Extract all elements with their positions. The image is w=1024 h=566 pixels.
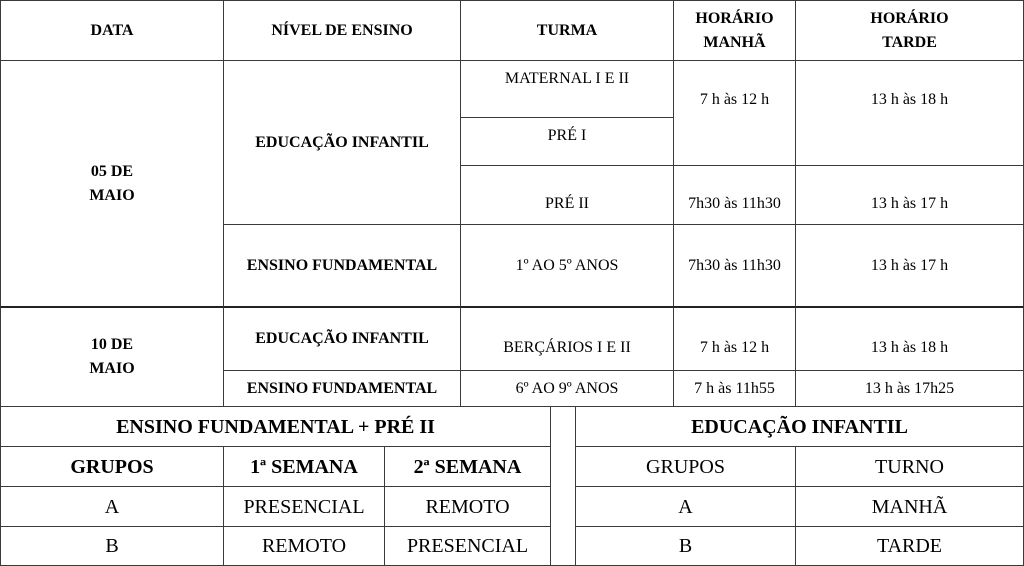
header-manha: HORÁRIO MANHÃ bbox=[673, 0, 796, 61]
header-turma: TURMA bbox=[460, 0, 674, 61]
manha-maternal-pre-i: 7 h às 12 h bbox=[673, 60, 796, 166]
infantil-row-a-turno: MANHÃ bbox=[795, 486, 1024, 527]
rotation-col-week2: 2ª SEMANA bbox=[384, 446, 551, 487]
rotation-row-b-group: B bbox=[0, 526, 224, 566]
turma-maternal: MATERNAL I E II bbox=[460, 60, 674, 118]
manha-bercarios: 7 h às 12 h bbox=[673, 306, 796, 371]
turma-6-ao-9: 6º AO 9º ANOS bbox=[460, 370, 674, 407]
level-educacao-infantil-2: EDUCAÇÃO INFANTIL bbox=[223, 306, 461, 371]
table-gap bbox=[550, 406, 576, 566]
rotation-row-a-week2: REMOTO bbox=[384, 486, 551, 527]
date-10-maio: 10 DE MAIO bbox=[0, 306, 224, 407]
manha-6-ao-9: 7 h às 11h55 bbox=[673, 370, 796, 407]
manha-1-ao-5: 7h30 às 11h30 bbox=[673, 224, 796, 307]
tarde-bercarios: 13 h às 18 h bbox=[795, 306, 1024, 371]
turma-1-ao-5: 1º AO 5º ANOS bbox=[460, 224, 674, 307]
infantil-shift-title: EDUCAÇÃO INFANTIL bbox=[575, 406, 1024, 447]
infantil-row-b-turno: TARDE bbox=[795, 526, 1024, 566]
header-nivel: NÍVEL DE ENSINO bbox=[223, 0, 461, 61]
rotation-col-groups: GRUPOS bbox=[0, 446, 224, 487]
tarde-pre-ii: 13 h às 17 h bbox=[795, 165, 1024, 225]
tarde-1-ao-5: 13 h às 17 h bbox=[795, 224, 1024, 307]
tarde-6-ao-9: 13 h às 17h25 bbox=[795, 370, 1024, 407]
manha-pre-ii: 7h30 às 11h30 bbox=[673, 165, 796, 225]
rotation-title: ENSINO FUNDAMENTAL + PRÉ II bbox=[0, 406, 551, 447]
rotation-col-week1: 1ª SEMANA bbox=[223, 446, 385, 487]
level-ensino-fundamental-1: ENSINO FUNDAMENTAL bbox=[223, 224, 461, 307]
rotation-row-a-week1: PRESENCIAL bbox=[223, 486, 385, 527]
rotation-row-b-week1: REMOTO bbox=[223, 526, 385, 566]
turma-pre-i: PRÉ I bbox=[460, 117, 674, 166]
infantil-row-a-group: A bbox=[575, 486, 796, 527]
infantil-col-turno: TURNO bbox=[795, 446, 1024, 487]
infantil-row-b-group: B bbox=[575, 526, 796, 566]
turma-pre-ii: PRÉ II bbox=[460, 165, 674, 225]
infantil-col-groups: GRUPOS bbox=[575, 446, 796, 487]
header-data: DATA bbox=[0, 0, 224, 61]
rotation-row-a-group: A bbox=[0, 486, 224, 527]
tarde-maternal-pre-i: 13 h às 18 h bbox=[795, 60, 1024, 166]
date-05-maio: 05 DE MAIO bbox=[0, 60, 224, 307]
level-ensino-fundamental-2: ENSINO FUNDAMENTAL bbox=[223, 370, 461, 407]
level-educacao-infantil-1: EDUCAÇÃO INFANTIL bbox=[223, 60, 461, 225]
turma-bercarios: BERÇÁRIOS I E II bbox=[460, 306, 674, 371]
rotation-row-b-week2: PRESENCIAL bbox=[384, 526, 551, 566]
header-tarde: HORÁRIO TARDE bbox=[795, 0, 1024, 61]
